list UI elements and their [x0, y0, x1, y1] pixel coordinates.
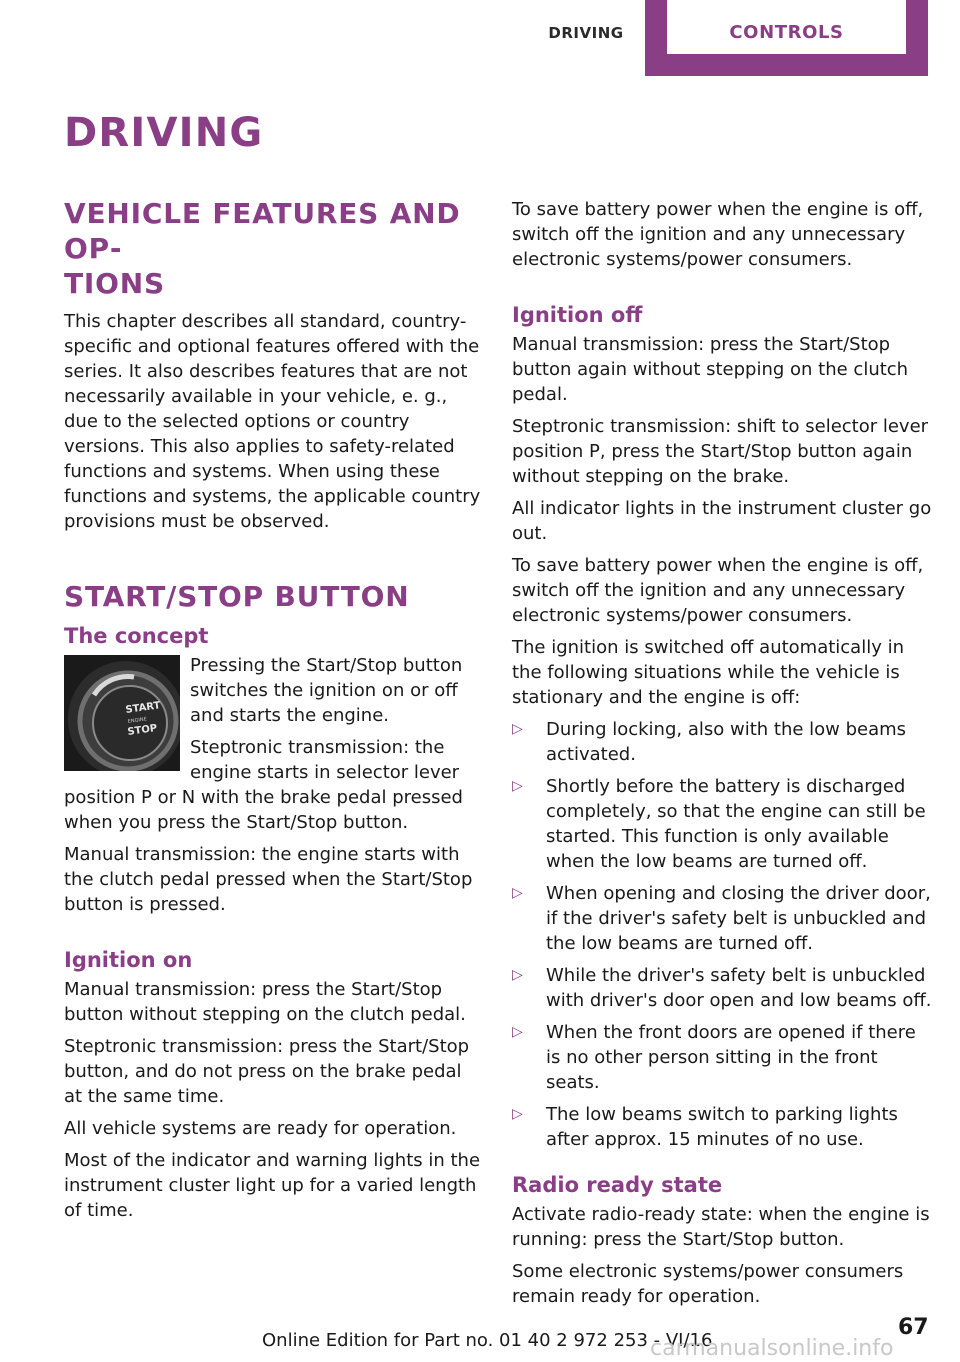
ignition-on-text-4: Most of the indicator and warning lights in the instrument cluster light up for a varied length of time.: [64, 1150, 481, 1221]
ignition-off-text-3: All indicator lights in the instrument cluster go out.: [512, 498, 932, 544]
battery-save-text: To save battery power when the engine is off, switch off the ignition and any unnecessary electronic systems/power consumers.: [512, 199, 924, 270]
radio-ready-heading: Radio ready state: [512, 1173, 723, 1197]
ignition-off-text-1: Manual transmission: press the Start/Stop button again without stepping on the clutch pedal.: [512, 334, 909, 405]
start-stop-button-photo: [64, 655, 180, 771]
vehicle-features-text: This chapter describes all standard, country-specific and optional features offered with the series. It also describes features that are not necessarily available in your vehicle, e. g., due to the selected options or country versions. This also applies to safety-related functions and systems. When using these functions and systems, the applicable country provisions must be observed.: [64, 311, 481, 532]
auto-off-list: [512, 717, 932, 1152]
vehicle-features-heading-line1: VEHICLE FEATURES AND OP‐: [64, 197, 461, 265]
concept-text-3: Manual transmission: the engine starts with the clutch pedal pressed when the Start/Stop button is pressed.: [64, 844, 473, 915]
triangle-bullet-icon: ▷: [512, 778, 523, 794]
ignition-off-text-2: Steptronic transmission: shift to selector lever position P, press the Start/Stop button again without stepping on the brake.: [512, 416, 929, 487]
triangle-bullet-icon: ▷: [512, 885, 523, 901]
list-item: ▷ While the driver's safety belt is unbuckled with driver's door open and low beams off.: [512, 965, 932, 1011]
svg-text:START: START: [124, 700, 162, 716]
ignition-on-text-3: All vehicle systems are ready for operation.: [64, 1118, 457, 1139]
right-column: [512, 197, 932, 1316]
radio-ready-text-1: Activate radio-ready state: when the engine is running: press the Start/Stop button.: [512, 1204, 930, 1250]
chapter-title: DRIVING: [64, 110, 264, 156]
list-item: ▷ The low beams switch to parking lights after approx. 15 minutes of no use.: [512, 1104, 898, 1150]
radio-ready-text-2: Some electronic systems/power consumers remain ready for operation.: [512, 1261, 904, 1307]
concept-text-1: Pressing the Start/Stop button switches the ignition on or off and starts the engine.: [190, 655, 463, 726]
list-item: ▷ Shortly before the battery is discharged completely, so that the engine can still be started. This function is only available when the low beams are turned off.: [512, 776, 926, 872]
ignition-off-text-4: To save battery power when the engine is off, switch off the ignition and any unnecessary electronic systems/power consumers.: [512, 555, 924, 626]
ignition-on-text-2: Steptronic transmission: press the Start/Stop button, and do not press on the brake pedal at the same time.: [64, 1036, 470, 1107]
list-item: ▷ During locking, also with the low beams activated.: [512, 719, 907, 765]
ignition-off-heading: Ignition off: [512, 303, 643, 327]
header-chapter-tab-label: CONTROLS: [729, 22, 844, 43]
concept-heading: The concept: [64, 624, 209, 648]
triangle-bullet-icon: ▷: [512, 967, 523, 983]
triangle-bullet-icon: ▷: [512, 721, 523, 737]
footer-edition: Online Edition for Part no. 01 40 2 972 253 - VI/16: [262, 1330, 713, 1351]
vehicle-features-heading: [64, 196, 482, 301]
ignition-on-heading: Ignition on: [64, 948, 193, 972]
triangle-bullet-icon: ▷: [512, 1024, 523, 1040]
vehicle-features-heading-line2: TIONS: [64, 267, 165, 300]
start-stop-heading: START/STOP BUTTON: [64, 580, 410, 613]
page-number: 67: [898, 1315, 929, 1340]
svg-text:STOP: STOP: [126, 722, 158, 738]
list-item: ▷ When opening and closing the driver door, if the driver's safety belt is unbuckled and the low beams are turned off.: [512, 883, 931, 954]
left-column: [64, 196, 482, 1230]
ignition-on-text-1: Manual transmission: press the Start/Stop button without stepping on the clutch pedal.: [64, 979, 466, 1025]
header-section-label: DRIVING: [548, 24, 624, 42]
svg-text:ENGINE: ENGINE: [127, 716, 148, 725]
concept-text-2: Steptronic transmission: the engine starts in selector lever position P or N with the brake pedal pressed when you press the Start/Stop button.: [64, 737, 463, 833]
concept-block: [64, 653, 482, 842]
start-stop-button-icon: [64, 655, 180, 771]
list-item: ▷ When the front doors are opened if there is no other person sitting in the front seats.: [512, 1022, 916, 1093]
ignition-off-text-5: The ignition is switched off automatically in the following situations while the vehicle is stationary and the engine is off:: [512, 637, 905, 708]
triangle-bullet-icon: ▷: [512, 1106, 523, 1122]
header-chapter-tab: [645, 0, 928, 76]
watermark: carmanualsonline.info: [650, 1336, 894, 1361]
